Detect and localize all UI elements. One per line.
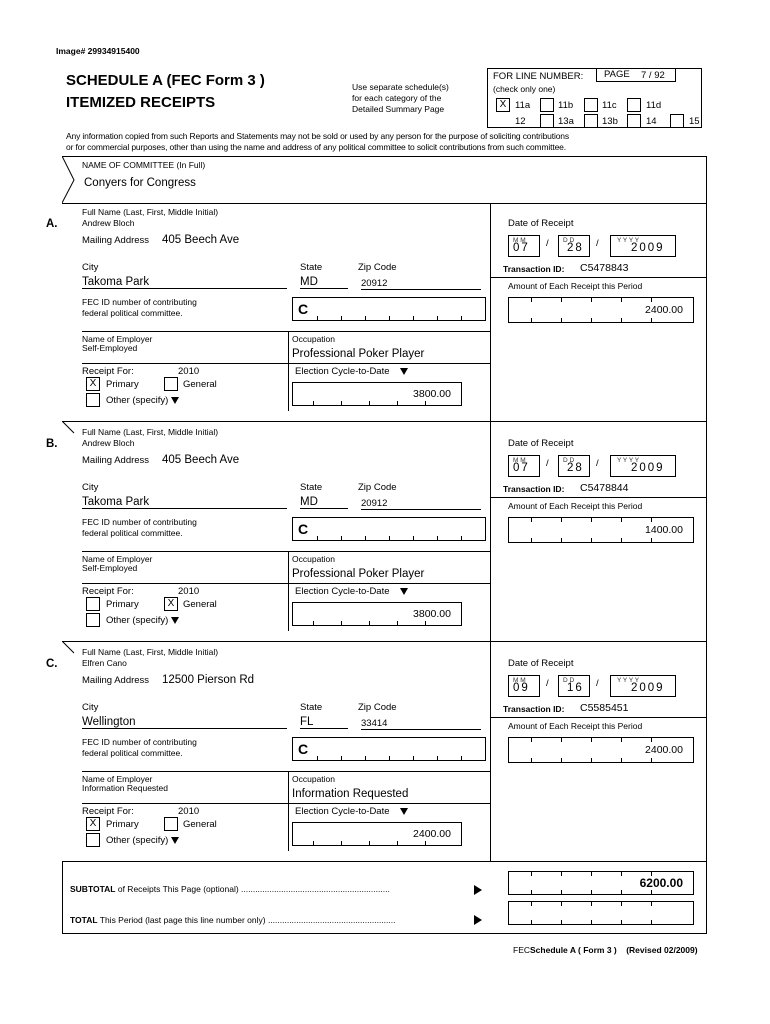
mailing-address-label: Mailing Address [82,455,150,466]
mailing-address-label: Mailing Address [82,235,150,246]
mailing-address-value: 405 Beech Ave [162,234,240,246]
other-dropdown-icon[interactable] [171,617,179,624]
line-11b-label: 11b [558,100,574,111]
other-checkbox[interactable] [86,613,100,627]
occupation-label: Occupation [292,334,335,344]
aggregate-value: 3800.00 [413,388,451,400]
image-id: Image# 29934915400 [56,46,140,56]
day-field[interactable]: D D 16 [558,675,590,697]
total-arrow-icon [474,915,482,925]
entry-letter: C. [46,658,58,670]
check-only-one: (check only one) [493,84,556,94]
subtotal-arrow-icon [474,885,482,895]
form-title: SCHEDULE A (FEC Form 3 ) [66,72,265,89]
page-label: PAGE [604,69,630,80]
column-divider [490,641,491,861]
zip-label: Zip Code [358,262,397,273]
employer-rule [82,331,490,332]
line-12-label: 12 [515,116,526,127]
amount-rule [490,277,706,278]
day-field[interactable]: D D 28 [558,235,590,257]
occupation-divider [288,551,289,583]
fec-id-field[interactable] [292,737,486,761]
city-label: City [82,702,99,713]
amount-value: 2400.00 [645,744,683,756]
line-11d-label: 11d [646,100,662,111]
date-of-receipt-label: Date of Receipt [508,658,574,669]
line-13b-checkbox[interactable] [627,114,641,128]
receipt-for-label: Receipt For: [82,806,134,817]
fec-id-label-1: FEC ID number of contributing [82,517,197,527]
committee-label: NAME OF COMMITTEE (In Full) [82,160,206,170]
committee-chevron [62,156,78,204]
receipt-for-label: Receipt For: [82,586,134,597]
general-checkbox[interactable] [164,817,178,831]
transaction-id-value: C5478844 [580,482,629,494]
employer-rule [82,771,490,772]
occupation-label: Occupation [292,774,335,784]
election-cycle-dropdown-icon[interactable] [400,808,408,815]
entry-c-chevron [62,641,78,661]
entry-separator [62,641,707,642]
year-field[interactable]: Y Y Y Y 2009 [610,235,676,257]
zip-value: 20912 [361,278,481,290]
amount-label: Amount of Each Receipt this Period [508,501,643,511]
day-field[interactable]: D D 28 [558,455,590,477]
line-11c-label: 11c [602,100,617,111]
employer-value: Information Requested [82,783,168,793]
committee-name: Conyers for Congress [84,177,196,189]
transaction-id-value: C5478843 [580,262,629,274]
amount-field[interactable] [508,297,694,323]
other-dropdown-icon[interactable] [171,397,179,404]
line-11a-label: 11a [515,100,531,111]
line-13b-label: 13b [602,116,618,127]
totals-bottom-rule [62,933,707,934]
line-13a-checkbox[interactable] [584,114,598,128]
full-name-label: Full Name (Last, First, Middle Initial) [82,427,219,437]
line-11b-checkbox[interactable] [540,98,554,112]
date-slash: / [596,238,599,249]
state-label: State [300,702,323,713]
right-border [706,203,707,641]
aggregate-field[interactable] [292,382,462,406]
fec-id-label-2: federal political committee. [82,528,183,538]
zip-label: Zip Code [358,482,397,493]
primary-label: Primary [106,379,139,390]
date-slash: / [596,458,599,469]
city-value: Wellington [82,716,287,729]
line-13a-label: 13a [558,116,574,127]
other-label: Other (specify) [106,835,179,846]
general-label: General [183,379,217,390]
date-slash: / [546,458,549,469]
date-of-receipt-label: Date of Receipt [508,218,574,229]
state-value: FL [300,716,348,729]
line-14-checkbox[interactable] [670,114,684,128]
transaction-id-label: Transaction ID: [503,264,565,274]
page-number: 7 / 92 [641,70,665,81]
form-subtitle: ITEMIZED RECEIPTS [66,94,216,111]
column-divider [490,203,491,641]
month-field[interactable]: M M 09 [508,675,540,697]
primary-label: Primary [106,599,139,610]
state-label: State [300,482,323,493]
primary-checkbox[interactable]: X [86,817,100,831]
primary-label: Primary [106,819,139,830]
totals-left-rule [62,861,63,933]
occupation-label: Occupation [292,554,335,564]
fec-id-prefix: C [298,741,309,757]
committee-right-rule [706,156,707,203]
general-label: General [183,819,217,830]
fec-id-label-2: federal political committee. [82,748,183,758]
cycle-divider [288,363,289,411]
transaction-id-value: C5585451 [580,702,629,714]
amount-label: Amount of Each Receipt this Period [508,721,643,731]
entry-letter: B. [46,438,58,450]
employer-label: Name of Employer [82,774,153,784]
aggregate-field[interactable] [292,602,462,626]
disclaimer-line-2: or for commercial purposes, other than using the name and address of any political committee to solicit contributions from such committee. [66,142,566,152]
employer-value: Self-Employed [82,343,138,353]
election-cycle-dropdown-icon[interactable] [400,368,408,375]
cycle-divider [288,583,289,631]
amount-value: 2400.00 [645,304,683,316]
full-name-label: Full Name (Last, First, Middle Initial) [82,647,219,657]
year-field[interactable]: Y Y Y Y 2009 [610,675,676,697]
occupation-value: Professional Poker Player [292,568,425,580]
zip-value: 33414 [361,718,481,730]
totals-top-rule [62,861,707,862]
footer: FECSchedule A ( Form 3 ) (Revised 02/2009) [513,945,698,955]
aggregate-value: 3800.00 [413,608,451,620]
entry-separator [62,421,707,422]
zip-value: 20912 [361,498,481,510]
city-value: Takoma Park [82,276,287,289]
zip-label: Zip Code [358,702,397,713]
separate-schedule-note: Use separate schedule(s) for each category of the Detailed Summary Page [352,82,449,114]
other-checkbox[interactable] [86,393,100,407]
fec-id-label-1: FEC ID number of contributing [82,297,197,307]
state-value: MD [300,276,348,289]
aggregate-field[interactable] [292,822,462,846]
receipt-rule [82,583,490,584]
employer-rule [82,551,490,552]
total-label: TOTAL This Period (last page this line number only) ...................................................... [70,915,396,925]
entry-b-chevron [62,421,78,643]
employer-label: Name of Employer [82,554,153,564]
state-value: MD [300,496,348,509]
contributor-name: Andrew Bloch [82,438,135,448]
employer-value: Self-Employed [82,563,138,573]
occupation-value: Professional Poker Player [292,348,425,360]
committee-bottom-rule [62,203,707,204]
election-cycle-label: Election Cycle-to-Date [295,806,408,817]
month-field[interactable]: M M 07 [508,235,540,257]
general-checkbox[interactable]: X [164,597,178,611]
city-label: City [82,482,99,493]
year-field[interactable]: Y Y Y Y 2009 [610,455,676,477]
occupation-divider [288,771,289,803]
subtotal-field[interactable] [508,871,694,895]
date-of-receipt-label: Date of Receipt [508,438,574,449]
contributor-name: Andrew Bloch [82,218,135,228]
cycle-year: 2010 [178,366,200,377]
amount-field[interactable] [508,737,694,763]
fec-id-field[interactable] [292,517,486,541]
right-border [706,641,707,861]
cycle-year: 2010 [178,586,200,597]
general-checkbox[interactable] [164,377,178,391]
month-field[interactable]: M M 07 [508,455,540,477]
city-value: Takoma Park [82,496,287,509]
cycle-divider [288,803,289,851]
primary-checkbox[interactable]: X [86,377,100,391]
primary-checkbox[interactable] [86,597,100,611]
subtotal-value: 6200.00 [639,876,683,890]
other-label: Other (specify) [106,395,179,406]
mailing-address-value: 12500 Pierson Rd [162,674,255,686]
subtotal-label: SUBTOTAL of Receipts This Page (optional) ............................................................... [70,884,390,894]
receipt-for-label: Receipt For: [82,366,134,377]
fec-id-prefix: C [298,521,309,537]
other-label: Other (specify) [106,615,179,626]
line-12-checkbox[interactable] [540,114,554,128]
other-checkbox[interactable] [86,833,100,847]
line-14-label: 14 [646,116,657,127]
fec-id-label-2: federal political committee. [82,308,183,318]
mailing-address-value: 405 Beech Ave [162,454,240,466]
committee-top-rule [62,156,707,157]
date-slash: / [546,238,549,249]
line-11d-checkbox[interactable] [627,98,641,112]
state-label: State [300,262,323,273]
entry-letter: A. [46,218,58,230]
election-cycle-label: Election Cycle-to-Date [295,586,408,597]
cycle-year: 2010 [178,806,200,817]
date-slash: / [596,678,599,689]
full-name-label: Full Name (Last, First, Middle Initial) [82,207,219,217]
total-field[interactable] [508,901,694,925]
fec-id-prefix: C [298,301,309,317]
election-cycle-label: Election Cycle-to-Date [295,366,408,377]
transaction-id-label: Transaction ID: [503,484,565,494]
election-cycle-dropdown-icon[interactable] [400,588,408,595]
line-11c-checkbox[interactable] [584,98,598,112]
disclaimer-line-1: Any information copied from such Reports and Statements may not be sold or used by any person for the purpose of soliciting contributions [66,131,569,141]
fec-id-field[interactable] [292,297,486,321]
line-15-label: 15 [689,116,700,127]
receipt-rule [82,803,490,804]
employer-label: Name of Employer [82,334,153,344]
fec-id-label-1: FEC ID number of contributing [82,737,197,747]
transaction-id-label: Transaction ID: [503,704,565,714]
receipt-rule [82,363,490,364]
other-dropdown-icon[interactable] [171,837,179,844]
line-11a-checkbox[interactable]: X [496,98,510,112]
amount-rule [490,717,706,718]
occupation-divider [288,331,289,363]
line-number-label: FOR LINE NUMBER: [493,71,584,82]
date-slash: / [546,678,549,689]
occupation-value: Information Requested [292,788,409,800]
amount-value: 1400.00 [645,524,683,536]
contributor-name: Elfren Cano [82,658,127,668]
aggregate-value: 2400.00 [413,828,451,840]
mailing-address-label: Mailing Address [82,675,150,686]
city-label: City [82,262,99,273]
totals-right-rule [706,861,707,933]
general-label: General [183,599,217,610]
amount-field[interactable] [508,517,694,543]
amount-rule [490,497,706,498]
amount-label: Amount of Each Receipt this Period [508,281,643,291]
